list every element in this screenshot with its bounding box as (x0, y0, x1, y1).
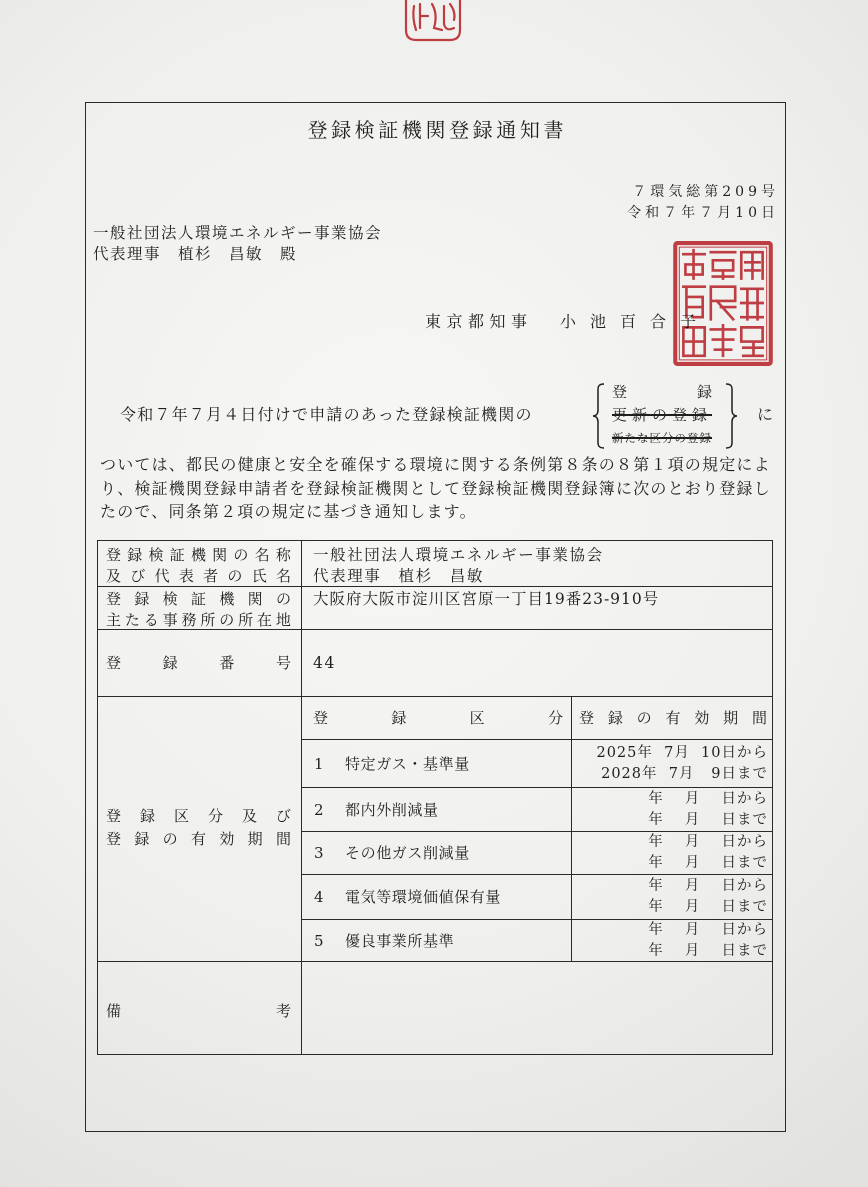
category-number: 1 (314, 754, 324, 773)
glyph: 及 (106, 567, 122, 585)
glyph: 期 (723, 709, 739, 727)
glyph: 登 (106, 590, 122, 608)
period-end: 年 月 日まで (648, 811, 768, 828)
glyph: 表 (178, 567, 194, 585)
glyph: 事 (162, 611, 178, 629)
glyph: 登 (106, 654, 122, 672)
glyph: 録 (134, 830, 150, 848)
glyph: 有 (190, 830, 206, 848)
glyph: 番 (219, 654, 235, 672)
glyph: 備 (106, 1002, 122, 1020)
validity-period (571, 875, 773, 919)
issue-date: 令和７年７月10日 (627, 205, 779, 221)
right-brace-icon (724, 382, 738, 450)
category-label (106, 806, 291, 826)
category-row (301, 831, 773, 874)
glyph: び (275, 807, 291, 825)
glyph: 登 (106, 807, 122, 825)
glyph: の (162, 830, 178, 848)
glyph: た (124, 611, 140, 629)
option-registration (612, 382, 712, 402)
glyph: 区 (173, 807, 189, 825)
glyph: 録 (134, 590, 150, 608)
body-line: たので、同条第２項の規定に基づき通知します。 (100, 502, 477, 521)
glyph: 分 (207, 807, 223, 825)
validity-period (571, 740, 773, 787)
glyph: 者 (203, 567, 219, 585)
category-name: 特定ガス・基準量 (345, 754, 470, 773)
glyph: 証 (190, 590, 206, 608)
glyph: 地 (275, 611, 291, 629)
category-number: 4 (314, 888, 324, 906)
glyph: 検 (162, 590, 178, 608)
glyph: 小 (560, 312, 577, 331)
option-renewal: 更新の登録 (612, 406, 713, 424)
left-brace-icon (592, 382, 606, 450)
category-row (301, 874, 773, 919)
glyph: 京 (446, 312, 463, 331)
glyph: 名 (275, 567, 291, 585)
sender-title (425, 312, 527, 332)
governor-seal (672, 240, 774, 367)
period-start: 年 月 日から (648, 921, 768, 938)
glyph: 所 (200, 611, 216, 629)
body-line: ついては、都民の健康と安全を確保する環境に関する条例第８条の８第１項の規定によ (100, 455, 771, 474)
body-line: り、検証機関登録申請者を登録検証機関として登録検証機関登録簿に次のとおり登録し (100, 479, 771, 498)
glyph: 名 (254, 546, 270, 564)
glyph: 録 (696, 383, 712, 401)
glyph: 登 (106, 546, 122, 564)
document-title: 登録検証機関登録通知書 (307, 118, 568, 142)
glyph: 主 (106, 611, 122, 629)
glyph: の (275, 590, 291, 608)
row-divider (98, 586, 772, 587)
address-label (106, 610, 291, 630)
validity-period (571, 788, 773, 831)
glyph: び (130, 567, 146, 585)
period-start: 年 月 日から (648, 878, 768, 894)
glyph: 関 (212, 546, 228, 564)
remarks-label (106, 1001, 291, 1021)
glyph: 録 (391, 709, 407, 727)
name-label (106, 566, 291, 586)
glyph: 及 (241, 807, 257, 825)
glyph: 所 (238, 611, 254, 629)
glyph: 分 (547, 709, 563, 727)
glyph: の (636, 709, 652, 727)
glyph: 関 (247, 590, 263, 608)
glyph: 区 (469, 709, 485, 727)
glyph: 都 (467, 312, 484, 331)
glyph: 合 (649, 312, 666, 331)
glyph: 東 (425, 312, 442, 331)
glyph: 期 (247, 830, 263, 848)
category-row (301, 739, 773, 787)
glyph: 録 (162, 654, 178, 672)
glyph: る (143, 611, 159, 629)
glyph: 録 (607, 709, 623, 727)
category-number: 3 (314, 844, 324, 862)
glyph: 子 (679, 312, 696, 331)
glyph: 検 (148, 546, 164, 564)
glyph: 在 (257, 611, 273, 629)
glyph: 事 (510, 312, 527, 331)
category-row (301, 787, 773, 831)
glyph: の (233, 546, 249, 564)
registration-number: 44 (313, 654, 336, 672)
glyph: 登 (612, 383, 628, 401)
category-name: その他ガス削減量 (345, 844, 470, 862)
registration-table (97, 540, 773, 1055)
period-header (579, 708, 767, 728)
category-header-row (301, 696, 773, 739)
glyph: 池 (589, 312, 606, 331)
category-name: 電気等環境価値保有量 (345, 888, 502, 906)
glyph: 考 (275, 1002, 291, 1020)
column-divider (571, 696, 572, 739)
period-start: 年 月 日から (648, 790, 768, 807)
category-name: 都内外削減量 (345, 800, 439, 819)
category-label (106, 829, 291, 849)
glyph: 務 (181, 611, 197, 629)
period-start: 2025年 7月 10日から (596, 744, 768, 761)
glyph: 称 (275, 546, 291, 564)
period-end: 年 月 日まで (648, 899, 768, 915)
category-row (301, 919, 773, 961)
glyph: 機 (190, 546, 206, 564)
recipient-organization: 一般社団法人環境エネルギー事業協会 (93, 224, 383, 242)
period-start: 年 月 日から (648, 834, 768, 850)
organization-name: 一般社団法人環境エネルギー事業協会 (313, 546, 604, 564)
registration-number-label (106, 653, 291, 673)
glyph: 証 (169, 546, 185, 564)
recipient-representative: 代表理事 植杉 昌敏 殿 (93, 245, 298, 263)
glyph: 号 (275, 654, 291, 672)
validity-period (571, 832, 773, 874)
intro-prefix: 令和７年７月４日付けで申請のあった登録検証機関の (120, 405, 533, 424)
glyph: 録 (139, 807, 155, 825)
category-header (313, 708, 563, 728)
glyph: の (227, 567, 243, 585)
glyph: 間 (275, 830, 291, 848)
glyph: 登 (106, 830, 122, 848)
intro-suffix: に (757, 405, 774, 424)
glyph: 機 (219, 590, 235, 608)
period-end: 年 月 日まで (648, 855, 768, 871)
glyph: 間 (751, 709, 767, 727)
glyph: 氏 (251, 567, 267, 585)
category-number: 5 (314, 931, 324, 950)
glyph: 百 (619, 312, 636, 331)
glyph: 代 (154, 567, 170, 585)
received-stamp (398, 0, 468, 44)
glyph: 知 (489, 312, 506, 331)
address-label (106, 589, 291, 609)
office-address: 大阪府大阪市淀川区宮原一丁目19番23-910号 (313, 590, 660, 608)
glyph: 録 (127, 546, 143, 564)
name-label (106, 545, 291, 565)
reference-number: ７環気総第209号 (632, 184, 779, 200)
option-new-category: 新たな区分の登録 (612, 431, 712, 445)
representative-name: 代表理事 植杉 昌敏 (313, 567, 485, 585)
period-end: 年 月 日まで (648, 942, 768, 959)
glyph: 有 (665, 709, 681, 727)
validity-period (571, 920, 773, 961)
glyph: 登 (313, 709, 329, 727)
period-end: 2028年 7月 9日まで (601, 765, 768, 782)
category-name: 優良事業所基準 (345, 931, 455, 950)
category-number: 2 (314, 800, 324, 819)
glyph: 効 (694, 709, 710, 727)
glyph: の (219, 611, 235, 629)
glyph: 効 (219, 830, 235, 848)
glyph: 登 (579, 709, 595, 727)
